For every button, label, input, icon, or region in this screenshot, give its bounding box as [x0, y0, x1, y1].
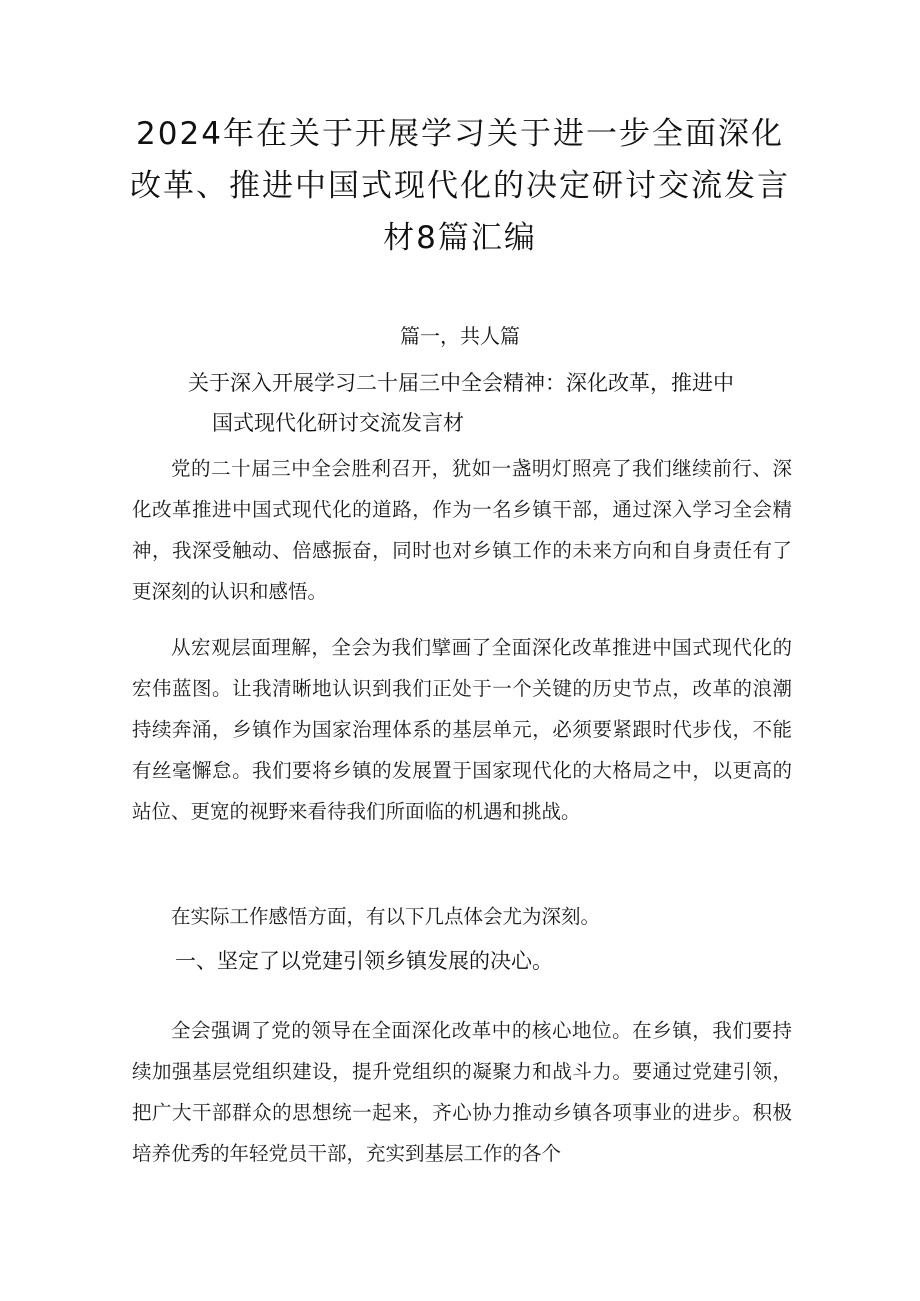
- article-subtitle: [188, 363, 808, 443]
- paragraph-2: 从宏观层面理解，全会为我们擘画了全面深化改革推进中国式现代化的宏伟蓝图。让我清晰地认识到我们正处于一个关键的历史节点，改革的浪潮持续奔涌，乡镇作为国家治理体系的基层单元，必须要紧跟时代步伐，不能有丝毫懈怠。我们要将乡镇的发展置于国家现代化的大格局之中，以更高的站位、更宽的视野来看待我们所面临的机遇和挑战。: [132, 636, 792, 823]
- paragraph-1: 党的二十届三中全会胜利召开，犹如一盏明灯照亮了我们继续前行、深化改革推进中国式现代化的道路，作为一名乡镇干部，通过深入学习全会精神，我深受触动、倍感振奋，同时也对乡镇工作的未来方向和自身责任有了更深刻的认识和感悟。: [132, 457, 792, 603]
- section-heading-1: 一、坚定了以党建引领乡镇发展的决心。: [175, 949, 553, 973]
- paragraph-3: 在实际工作感悟方面，有以下几点体会尤为深刻。: [171, 905, 601, 928]
- paragraph-4: 全会强调了党的领导在全面深化改革中的核心地位。在乡镇，我们要持续加强基层党组织建设，提升党组织的凝聚力和战斗力。要通过党建引领，把广大干部群众的思想统一起来，齐心协力推动乡镇各项事业的进步。积极培养优秀的年轻党员干部，充实到基层工作的各个: [132, 1019, 792, 1165]
- document-title: 2024年在关于开展学习关于进一步全面深化改革、推进中国式现代化的决定研讨交流发言材8篇汇编: [130, 116, 790, 256]
- article-subtitle-line-2: 国式现代化研讨交流发言材: [212, 411, 464, 435]
- article-subtitle-line-1: 关于深入开展学习二十届三中全会精神：深化改革，推进中: [188, 371, 734, 395]
- section-label: 篇一，共人篇: [400, 324, 520, 348]
